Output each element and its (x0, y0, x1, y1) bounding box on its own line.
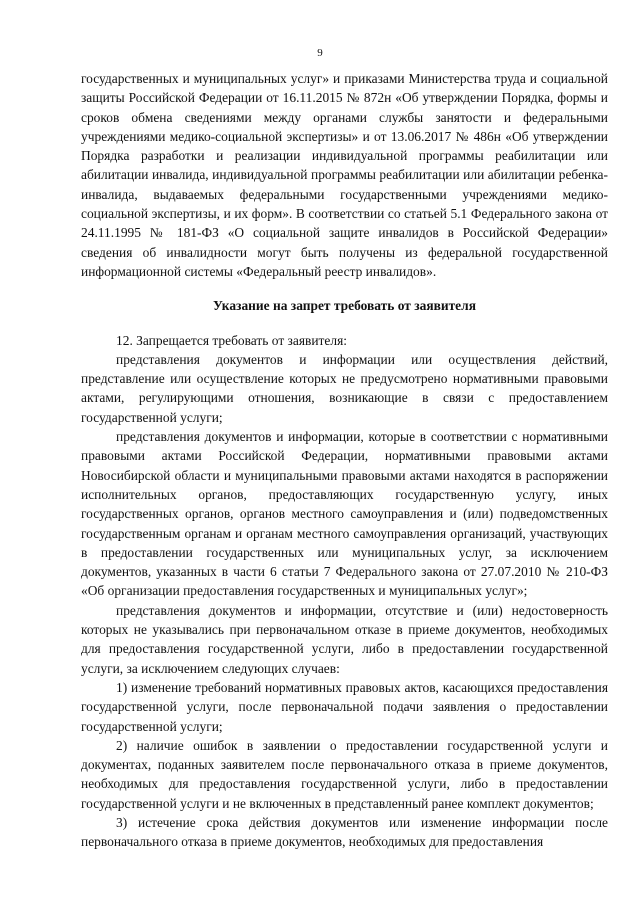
paragraph-item-12: 12. Запрещается требовать от заявителя: (116, 332, 348, 348)
paragraph-exception-3: 3) истечение срока действия документов или изменение информации после первоначального отказа в приеме документов, необходимых для предоставления (81, 814, 608, 850)
paragraph-exception-1: 1) изменение требований нормативных правовых актов, касающихся предоставления государственной услуги, после первоначальной подачи заявления о предоставлении государственной услуги; (81, 679, 608, 734)
paragraph-prohibition-2: представления документов и информации, которые в соответствии с нормативными правовыми актами Российской Федерации, нормативными правовыми актами Новосибирской области и муниципальными правовыми актами находятся в распоряжении исполнительных органов, предоставляющих государственную услугу, иных государственных органов, органов местного самоуправления и (или) подведомственных государственным органам и органам местного самоуправления организаций, участвующих в предоставлении государственных или муниципальных услуг, за исключением документов, указанных в части 6 статьи 7 Федерального закона от 27.07.2010 № 210-ФЗ «Об организации предоставления государственных и муниципальных услуг»; (81, 429, 608, 599)
paragraph-exception-2: 2) наличие ошибок в заявлении о предоставлении государственной услуги и документах, поданных заявителем после первоначального отказа в приеме документов, необходимых для предоставления государственной услуги, либо в предоставлении государственной услуги и не включенных в представленный ранее комплект документов; (81, 737, 608, 811)
section-heading: Указание на запрет требовать от заявителя (213, 298, 476, 314)
document-body (81, 69, 608, 852)
paragraph-prohibition-1: представления документов и информации или осуществления действий, представление или осуществление которых не предусмотрено нормативными правовыми актами, регулирующими отношения, возникающие в связи с предоставлением государственной услуги; (81, 351, 608, 425)
page-number: 9 (317, 47, 323, 59)
paragraph-legal-references: государственных и муниципальных услуг» и приказами Министерства труда и социальной защиты Российской Федерации от 16.11.2015 № 872н «Об утверждении Порядка, формы и сроков обмена сведениями между органами службы занятости и федеральными учреждениями медико-социальной экспертизы» и от 13.06.2017 № 486н «Об утверждении Порядка разработки и реализации индивидуальной программы реабилитации или абилитации инвалида, индивидуальной программы реабилитации или абилитации ребенка-инвалида, выдаваемых федеральными государственными учреждениями медико-социальной экспертизы, и их форм». В соответствии со статьей 5.1 Федерального закона от 24.11.1995 № 181-ФЗ «О социальной защите инвалидов в Российской Федерации» сведения об инвалидности могут быть получены из федеральной государственной информационной системы «Федеральный реестр инвалидов». (81, 71, 608, 279)
paragraph-prohibition-3: представления документов и информации, отсутствие и (или) недостоверность которых не указывались при первоначальном отказе в приеме документов, необходимых для предоставления государственной услуги, либо в предоставлении государственной услуги, за исключением следующих случаев: (81, 602, 608, 676)
